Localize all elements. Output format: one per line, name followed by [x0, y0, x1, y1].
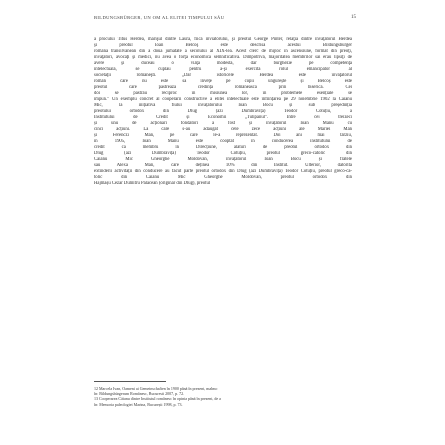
footnote-line: în: Bildungsbürgerum Românesc, Bucuresti 2007, p. 72. — [94, 391, 185, 397]
body-line: preotul care păstrează credința românească prin biserică. Cei — [94, 85, 352, 91]
running-head: BILDUNGSBÜRGER, UN OM AL ELITEI TIMPULUI SĂU — [94, 15, 225, 20]
body-line: cinci acțiuni. La care s-au adăugat cele zece acțiuni ale Mariei Man — [94, 127, 352, 133]
body-line: credit ca membru în Direcțiune, alături de preotul ortodox din — [94, 145, 352, 151]
body-line: şi preotul Ioan Belcoş este descrisă acestui Bildungsbürger — [94, 43, 352, 49]
body-line: și Ferenczi Man, pe care le-a reprezentat. Doi ani mai târziu, — [94, 133, 352, 139]
page-header — [94, 15, 356, 25]
body-line: în 1905, Ioan Manu este cooptat în conducerea institutului de — [94, 139, 352, 145]
footnote-line: 12 Marcela Ivan, Oameni ai Gemeinschaften în 1900 până în prezent, malmo — [94, 386, 218, 391]
body-line: doi se păstrau reciproc în misiunea lor, în problemele esențiale se — [94, 91, 352, 97]
body-text — [94, 37, 352, 187]
page-number: 15 — [351, 15, 356, 20]
body-line: societăţii româneşti. „Dar istoricele Herdea este învăţătorul — [94, 73, 352, 79]
footnotes — [94, 386, 352, 407]
body-line: româna transilvanean din a doua jumătate a secolului al XIX-lea. Acest clerc de mijloc în ascensiune, format din preoţi, — [94, 49, 352, 55]
footnote-divider — [94, 381, 166, 382]
body-line: preotului ortodox din Dlug (azi Dumbrăvița) Teodor Cotuțiu, a — [94, 109, 352, 115]
footnote-line: în: Memoria paleologiei Marina, București 1998, p. 73. — [94, 401, 183, 407]
footnote-line: 13 Cooperarea Căianu dintre Institutul românesc în opinia până în prezent, de a — [94, 396, 221, 402]
body-line: român care nu este să învețe pe copii ungurește și Belcoș este — [94, 79, 352, 85]
body-line: Mic, la inițiativa fiului învățătorului Ioan Bocu și sub președinția — [94, 103, 352, 109]
body-line: și unu de acționari fondatori a fost și învățătorul Ioan Manu cu — [94, 121, 352, 127]
body-line: Dlug (azi Dumbrăvița) Teodor Cotuțiu, preotul greco-catolic din — [94, 151, 352, 157]
body-line: avere şi duceau o viaţă modestă, dar burghezie pe competenţa — [94, 61, 352, 67]
body-line: intelectuală, se cuplau pentru a-şi exercita rolul emancipator al — [94, 67, 352, 73]
body-line: învăţători, avocaţi şi medici, nu avea o forţă economică semnificativă. Dimpotrivă, majoritatea membrilor săi erau lipsiţi de — [94, 55, 352, 61]
body-line: impun.” Un exemplu concret al cooperării constructive a elitei intelectuale este înființarea pe 29 noiembrie 1902 la Căianu — [94, 97, 352, 103]
body-line: Căianu Mic Gheorghe Moldovan, învățătorul Ioan Bocu și fratele — [94, 157, 352, 163]
body-line: Institutului de Credit și Economii „Tulipanul”. Între cei treizeci — [94, 115, 352, 121]
body-line: său Alexa Man, care deținea 10% din Institut. Ulterior, datorită — [94, 163, 352, 169]
body-line: tolic din Căianu Mic Gheorghe Moldovan, preotul ortodox din — [94, 175, 352, 181]
body-line: a procului Titus Herdea, marişul dintre Laura, fiica inviatorului, şi preotul George Pinter, relaţia dintre învăţătorul Herdea — [94, 37, 352, 42]
body-line: Hăjmașu Cezar Dumitru Pălăcean (originar din Dlug), preotul — [94, 181, 211, 187]
body-line: extinderii activității din conducere au făcut parte preotul ortodox din Dlug (azi Dumbrăvița) Teodor Cotuțiu, preotul greco-ca- — [94, 169, 352, 175]
